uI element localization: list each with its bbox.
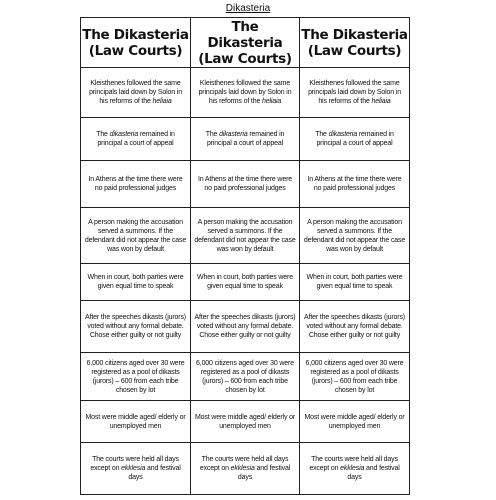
fact-text-after: and festival days <box>128 465 181 481</box>
fact-term: ekklesia <box>340 465 365 472</box>
fact-text: A person making the accusation served a summons. If the defendant did not appear the case was won by default <box>84 218 187 253</box>
fact-text-after: remained in principal a court of appeal <box>206 131 285 147</box>
fact-card <box>300 401 410 443</box>
fact-text: Most were middle aged/ elderly or unemployed men <box>194 413 296 430</box>
fact-card <box>81 208 191 264</box>
fact-text-before: The courts were held all days except on <box>199 456 289 472</box>
fact-row-court-of-appeal <box>81 118 410 161</box>
fact-text: 6,000 citizens aged over 30 were registered as a pool of dikasts (jurors) – 600 from each tribe chosen by lot <box>305 359 404 394</box>
header-row <box>81 18 410 68</box>
fact-card <box>191 401 300 443</box>
fact-row-no-judges <box>81 161 410 208</box>
fact-text-after: remained in principal a court of appeal <box>316 131 394 147</box>
fact-card <box>81 161 191 208</box>
fact-card <box>300 161 410 208</box>
fact-text-before: The <box>315 131 329 138</box>
fact-row-summons <box>81 208 410 264</box>
fact-text: When in court, both parties were given equal time to speak <box>87 274 184 290</box>
fact-text-before: Kleisthenes followed the same principals laid down by Solon in his reforms of the <box>198 80 292 105</box>
card-grid <box>80 17 410 495</box>
fact-row-citizens-pool <box>81 353 410 401</box>
fact-card <box>191 118 300 161</box>
fact-term: heliaia <box>261 98 282 105</box>
fact-text: Most were middle aged/ elderly or unemployed men <box>304 413 405 430</box>
fact-card <box>300 264 410 301</box>
fact-text: When in court, both parties were given equal time to speak <box>306 274 403 290</box>
fact-row-voting <box>81 301 410 353</box>
fact-card <box>81 301 191 353</box>
header-line-2: (Law Courts) <box>307 42 402 59</box>
fact-text: Most were middle aged/ elderly or unemployed men <box>85 413 186 430</box>
fact-card <box>300 208 410 264</box>
fact-text-before: Kleisthenes followed the same principals laid down by Solon in his reforms of the <box>89 80 182 105</box>
fact-term: heliaia <box>152 98 172 105</box>
fact-text: In Athens at the time there were no paid professional judges <box>88 176 183 192</box>
fact-text-after: remained in principal a court of appeal <box>97 131 175 147</box>
fact-card <box>81 118 191 161</box>
fact-text: When in court, both parties were given equal time to speak <box>197 274 293 290</box>
fact-text: 6,000 citizens aged over 30 were registered as a pool of dikasts (jurors) – 600 from each tribe chosen by lot <box>196 359 294 394</box>
fact-text-before: The courts were held all days except on <box>90 456 179 472</box>
fact-term: ekklesia <box>121 465 146 472</box>
fact-card <box>81 443 191 495</box>
fact-row-held-days <box>81 443 410 495</box>
fact-text: 6,000 citizens aged over 30 were registered as a pool of dikasts (jurors) – 600 from each tribe chosen by lot <box>86 359 185 394</box>
fact-card <box>191 353 300 401</box>
header-card-2 <box>191 18 300 68</box>
fact-card <box>81 353 191 401</box>
fact-text: A person making the accusation served a summons. If the defendant did not appear the case was won by default <box>303 218 406 253</box>
fact-card <box>191 301 300 353</box>
header-line-1: The Dikasteria <box>301 26 408 43</box>
fact-card <box>300 118 410 161</box>
header-line-2: (Law Courts) <box>88 42 183 59</box>
fact-card <box>191 443 300 495</box>
fact-text-before: The <box>205 131 220 138</box>
fact-card <box>300 353 410 401</box>
fact-text: In Athens at the time there were no paid professional judges <box>197 176 293 192</box>
header-line-1: The Dikasteria <box>207 18 283 51</box>
header-line-1: The Dikasteria <box>82 26 189 43</box>
fact-card <box>191 68 300 118</box>
fact-card <box>191 208 300 264</box>
fact-row-kleisthenes <box>81 68 410 118</box>
fact-card <box>300 68 410 118</box>
fact-text: After the speeches dikasts (jurors) voted without any formal debate. Chose either guilty or not guilty <box>194 314 296 339</box>
fact-text: After the speeches dikasts (jurors) voted without any formal debate. Chose either guilty or not guilty <box>85 314 186 339</box>
fact-term: ekklesia <box>230 465 255 472</box>
fact-term: dikasteria <box>328 131 358 138</box>
fact-card <box>81 401 191 443</box>
fact-row-equal-time <box>81 264 410 301</box>
header-card-3 <box>300 18 410 68</box>
header-line-2: (Law Courts) <box>198 50 292 67</box>
fact-term: heliaia <box>371 98 391 105</box>
fact-card <box>81 264 191 301</box>
fact-card <box>300 443 410 495</box>
fact-card <box>191 264 300 301</box>
fact-card <box>81 68 191 118</box>
fact-text-before: The courts were held all days except on <box>309 456 398 472</box>
fact-text: In Athens at the time there were no paid professional judges <box>307 176 402 192</box>
fact-card <box>191 161 300 208</box>
fact-text-before: The <box>96 131 110 138</box>
fact-text: After the speeches dikasts (jurors) voted without any formal debate. Chose either guilty or not guilty <box>304 314 405 339</box>
header-card-1 <box>81 18 191 68</box>
fact-term: dikasteria <box>219 131 248 138</box>
fact-card <box>300 301 410 353</box>
fact-text-before: Kleisthenes followed the same principals laid down by Solon in his reforms of the <box>308 80 401 105</box>
fact-text-after: and festival days <box>237 465 291 481</box>
fact-text-after: and festival days <box>347 465 400 481</box>
fact-term: dikasteria <box>109 131 139 138</box>
fact-text: A person making the accusation served a summons. If the defendant did not appear the case was won by default <box>194 218 296 253</box>
fact-row-middle-aged <box>81 401 410 443</box>
document-title: Dikasteria <box>225 3 271 14</box>
